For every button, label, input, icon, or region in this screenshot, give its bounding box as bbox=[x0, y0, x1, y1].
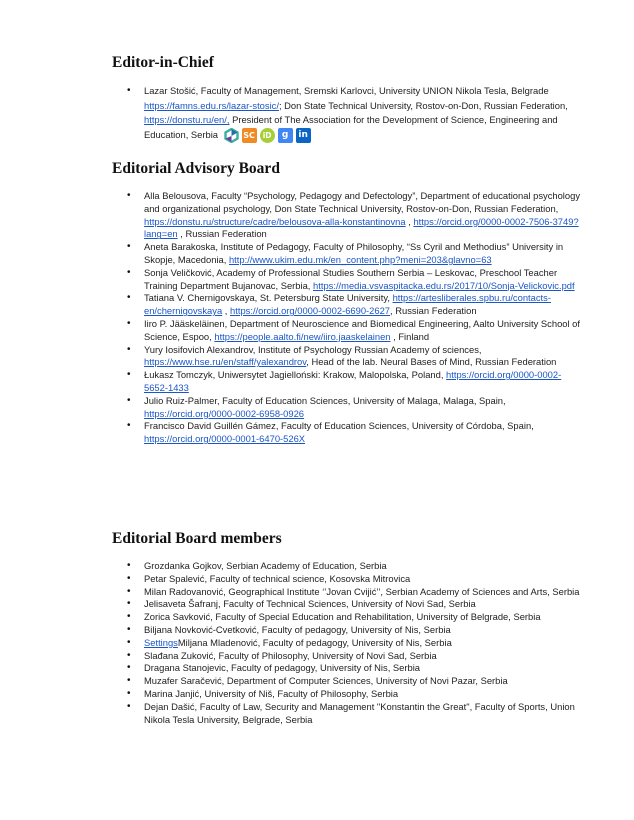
list-item: • Tatiana V. Chernigovskaya, St. Petersburg State University, https://artesliberales.spbu.ru/contacts-en/chernigovskaya , https://orcid.org/0000-0002-6690-2627, Russian Federation bbox=[144, 292, 584, 318]
member-link[interactable]: https://people.aalto.fi/new/iiro.jaaskelainen bbox=[214, 330, 391, 342]
list-item: • Zorica Savković, Faculty of Special Education and Rehabilitation, University of Belgrade, Serbia bbox=[144, 611, 584, 624]
list-item: • Sonja Veličković, Academy of Professional Studies Southern Serbia – Leskovac, Preschool Teacher Training Department Bujanovac, Serbia, https://media.vsvaspitacka.edu.rs/2017/10/Sonja-Velickovic.pdf bbox=[144, 267, 584, 293]
list-item: • Grozdanka Gojkov, Serbian Academy of Education, Serbia bbox=[144, 560, 584, 573]
list-item: • Petar Spalević, Faculty of technical science, Kosovska Mitrovica bbox=[144, 573, 584, 586]
donstu-link[interactable]: https://donstu.ru/en/, bbox=[144, 114, 230, 125]
orcid-icon[interactable]: iD bbox=[260, 128, 275, 143]
list-item: • Slađana Zuković, Faculty of Philosophy, University of Novi Sad, Serbia bbox=[144, 650, 584, 663]
orcid-link[interactable]: https://orcid.org/0000-0002-7506-3749?lang=en bbox=[144, 215, 579, 240]
profile-icons bbox=[224, 128, 311, 143]
orcid-link[interactable]: https://orcid.org/0000-0002-6958-0926 bbox=[144, 407, 305, 419]
member-link[interactable]: https://media.vsvaspitacka.edu.rs/2017/10/Sonja-Velickovic.pdf bbox=[313, 279, 575, 291]
list-item: • Dejan Dašić, Faculty of Law, Security and Management "Konstantin the Great", Faculty of Sports, Union Nikola Tesla University, Belgrade, Serbia bbox=[144, 701, 584, 727]
advisory-board-heading: Editorial Advisory Board bbox=[112, 160, 280, 177]
scopus-icon[interactable]: SC bbox=[242, 128, 257, 143]
editor-in-chief-heading: Editor-in-Chief bbox=[112, 54, 214, 71]
list-item: • Francisco David Guillén Gámez, Faculty of Education Sciences, University of Córdoba, Spain, https://orcid.org/0000-0001-6470-526X bbox=[144, 420, 584, 446]
member-link[interactable]: https://www.hse.ru/en/staff/yalexandrov bbox=[144, 356, 307, 368]
orcid-link[interactable]: https://orcid.org/0000-0002-6690-2627 bbox=[230, 305, 391, 317]
list-item: • Łukasz Tomczyk, Uniwersytet Jagielloński: Krakow, Malopolska, Poland, https://orcid.org/0000-0002-5652-1433 bbox=[144, 369, 584, 395]
settings-link[interactable]: Settings bbox=[144, 636, 178, 648]
board-members-list bbox=[144, 560, 584, 726]
list-item: • Yury Iosifovich Alexandrov, Institute of Psychology Russian Academy of sciences, https://www.hse.ru/en/staff/yalexandrov, Head of the lab. Neural Bases of Mind, Russian Federation bbox=[144, 344, 584, 370]
list-item: • Iiro P. Jääskeläinen, Department of Neuroscience and Biomedical Engineering, Aalto University School of Science, Espoo, https://people.aalto.fi/new/iiro.jaaskelainen , Finland bbox=[144, 318, 584, 344]
list-item: • Biljana Novković-Cvetković, Faculty of pedagogy, University of Nis, Serbia bbox=[144, 624, 584, 637]
list-item: • Julio Ruiz-Palmer, Faculty of Education Sciences, University of Malaga, Malaga, Spain, https://orcid.org/0000-0002-6958-0926 bbox=[144, 395, 584, 421]
member-link[interactable]: https://donstu.ru/structure/cadre/belousova-alla-konstantinovna bbox=[144, 215, 406, 227]
list-item: • SettingsMiljana Mladenović, Faculty of pedagogy, University of Nis, Serbia bbox=[144, 637, 584, 650]
advisory-board-list bbox=[144, 190, 584, 446]
list-item: • Muzafer Saračević, Department of Computer Sciences, University of Novi Pazar, Serbia bbox=[144, 675, 584, 688]
editor-profile-link[interactable]: https://famns.edu.rs/lazar-stosic/ bbox=[144, 99, 279, 111]
google-scholar-icon[interactable]: g bbox=[278, 128, 293, 143]
linkedin-icon[interactable]: in bbox=[296, 128, 311, 143]
list-item: • Aneta Barakoska, Institute of Pedagogy, Faculty of Philosophy, “Ss Cyril and Methodius” University in Skopje, Macedonia, http://www.ukim.edu.mk/en_content.php?meni=203&glavno=63 bbox=[144, 241, 584, 267]
orcid-link[interactable]: https://orcid.org/0000-0002-5652-1433 bbox=[144, 369, 562, 393]
board-members-heading: Editorial Board members bbox=[112, 530, 282, 547]
list-item: • Dragana Stanojevic, Faculty of pedagogy, University of Nis, Serbia bbox=[144, 662, 584, 675]
list-item: • Milan Radovanović, Geographical Institute ‘’Jovan Cvijić’’, Serbian Academy of Sciences and Arts, Serbia bbox=[144, 586, 584, 599]
orcid-link[interactable]: https://orcid.org/0000-0001-6470-526X bbox=[144, 433, 306, 445]
list-item: • Marina Janjić, University of Niš, Faculty of Philosophy, Serbia bbox=[144, 688, 584, 701]
list-item: • Lazar Stošić, Faculty of Management, Sremski Karlovci, University UNION Nikola Tesla, Belgrade https://famns.edu.rs/lazar-stosic/; Don State Technical University, Rostov-on-Don, Russian Federation, https://donstu.ru/en/, President of The Association for the Development of Science, Engineering and Education, Serbia SC iD g in bbox=[144, 84, 584, 143]
member-link[interactable]: https://artesliberales.spbu.ru/contacts-en/chernigovskaya bbox=[144, 292, 551, 317]
member-link[interactable]: http://www.ukim.edu.mk/en_content.php?meni=203&glavno=63 bbox=[228, 253, 492, 265]
list-item: • Alla Belousova, Faculty “Psychology, Pedagogy and Defectology”, Department of educational psychology and organizational psychology, Don State Technical University, Rostov-on-Don, Russian Federation, https://donstu.ru/structure/cadre/belousova-alla-konstantinovna , https://orcid.org/0000-0002-7506-3749?lang=en , Russian Federation bbox=[144, 190, 584, 241]
list-item: • Jelisaveta Šafranj, Faculty of Technical Sciences, University of Novi Sad, Serbia bbox=[144, 598, 584, 611]
publons-icon[interactable] bbox=[224, 128, 239, 143]
editor-in-chief-list bbox=[144, 84, 584, 143]
